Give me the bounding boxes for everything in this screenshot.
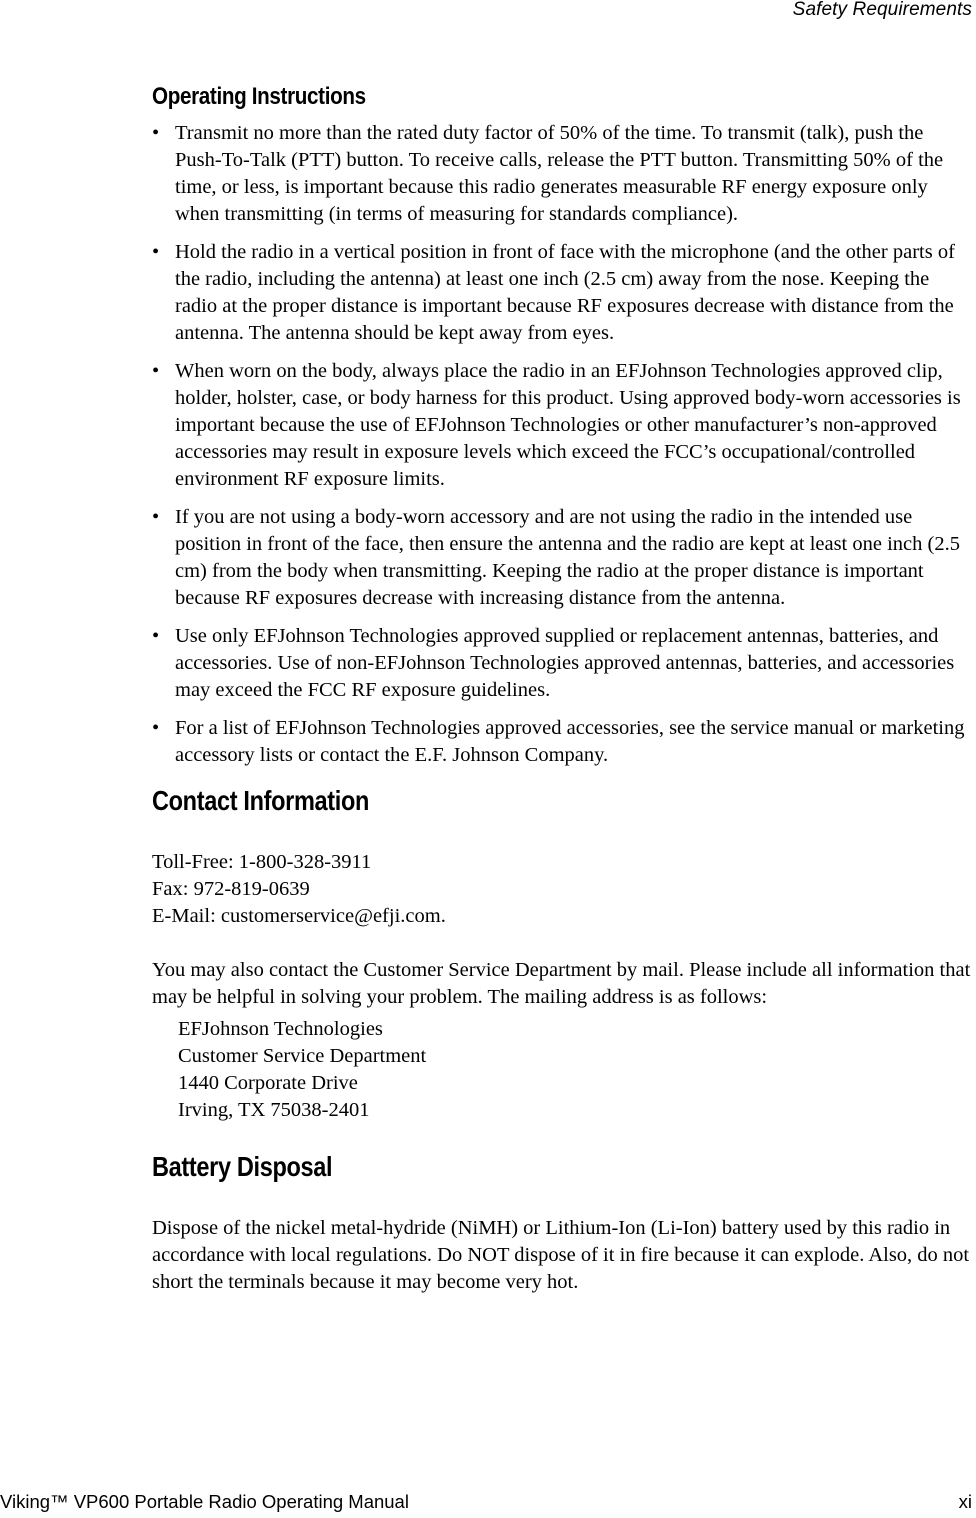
- toll-free-number: Toll-Free: 1-800-328-3911: [152, 851, 372, 873]
- list-item-text: When worn on the body, always place the radio in an EFJohnson Technologies approved clip, holder, holster, case, or body harness for this product. Using approved body-worn accessories is important because the use of EFJohnson Technologies or other manufacturer’s non-approved accessories may result in exposure levels which exceed the FCC’s occupational/controlled environment RF exposure limits.: [175, 360, 961, 490]
- mailing-address: [152, 1016, 974, 1124]
- operating-instructions-section: [152, 82, 974, 769]
- page-content: [152, 82, 974, 1296]
- list-item: [152, 715, 974, 769]
- page-footer: [0, 1491, 976, 1513]
- list-item-text: If you are not using a body-worn accessory and are not using the radio in the intended use position in front of the face, then ensure the antenna and the radio are kept at least one inch (2.5 cm) from the body when transmitting. Keeping the radio at the proper distance is important because RF exposures decrease with increasing distance from the antenna.: [175, 506, 960, 609]
- battery-disposal-heading: Battery Disposal: [152, 1151, 333, 1182]
- bullet-icon: •: [152, 360, 160, 382]
- contact-information-heading: Contact Information: [152, 785, 370, 816]
- operating-instructions-list: [152, 120, 974, 769]
- bullet-icon: •: [152, 506, 160, 528]
- email-address: E-Mail: customerservice@efji.com.: [152, 905, 446, 927]
- contact-information-section: [152, 784, 974, 1124]
- battery-disposal-section: [152, 1150, 974, 1296]
- list-item: [152, 504, 974, 612]
- contact-numbers: [152, 849, 974, 930]
- operating-instructions-heading: Operating Instructions: [152, 83, 366, 110]
- bullet-icon: •: [152, 717, 160, 739]
- bullet-icon: •: [152, 241, 160, 263]
- bullet-icon: •: [152, 625, 160, 647]
- list-item: [152, 623, 974, 704]
- list-item-text: For a list of EFJohnson Technologies approved accessories, see the service manual or marketing accessory lists or contact the E.F. Johnson Company.: [175, 717, 965, 766]
- list-item-text: Transmit no more than the rated duty factor of 50% of the time. To transmit (talk), push the Push-To-Talk (PTT) button. To receive calls, release the PTT button. Transmitting 50% of the time, or less, is important because this radio generates measurable RF energy exposure only when transmitting (in terms of measuring for standards compliance).: [175, 122, 944, 225]
- list-item: [152, 120, 974, 228]
- list-item-text: Use only EFJohnson Technologies approved supplied or replacement antennas, batteries, and accessories. Use of non-EFJohnson Technologies approved antennas, batteries, and accessories may exceed the FCC RF exposure guidelines.: [175, 625, 955, 701]
- address-line: Irving, TX 75038-2401: [178, 1099, 370, 1121]
- fax-number: Fax: 972-819-0639: [152, 878, 310, 900]
- list-item: [152, 358, 974, 493]
- manual-title: Viking™ VP600 Portable Radio Operating Manual: [0, 1491, 409, 1512]
- address-line: Customer Service Department: [178, 1045, 427, 1067]
- list-item-text: Hold the radio in a vertical position in front of face with the microphone (and the other parts of the radio, including the antenna) at least one inch (2.5 cm) away from the nose. Keeping the radio at the proper distance is important because RF exposures decrease with distance from the antenna. The antenna should be kept away from eyes.: [175, 241, 955, 344]
- bullet-icon: •: [152, 122, 160, 144]
- mail-instructions: You may also contact the Customer Service Department by mail. Please include all information that may be helpful in solving your problem. The mailing address is as follows:: [152, 959, 971, 1008]
- page-number: xi: [958, 1491, 972, 1512]
- list-item: [152, 239, 974, 347]
- address-line: EFJohnson Technologies: [178, 1018, 383, 1040]
- battery-disposal-text: Dispose of the nickel metal-hydride (NiMH) or Lithium-Ion (Li-Ion) battery used by this radio in accordance with local regulations. Do NOT dispose of it in fire because it can explode. Also, do not short the terminals because it may become very hot.: [152, 1217, 970, 1293]
- address-line: 1440 Corporate Drive: [178, 1072, 358, 1094]
- running-header: Safety Requirements: [792, 0, 972, 20]
